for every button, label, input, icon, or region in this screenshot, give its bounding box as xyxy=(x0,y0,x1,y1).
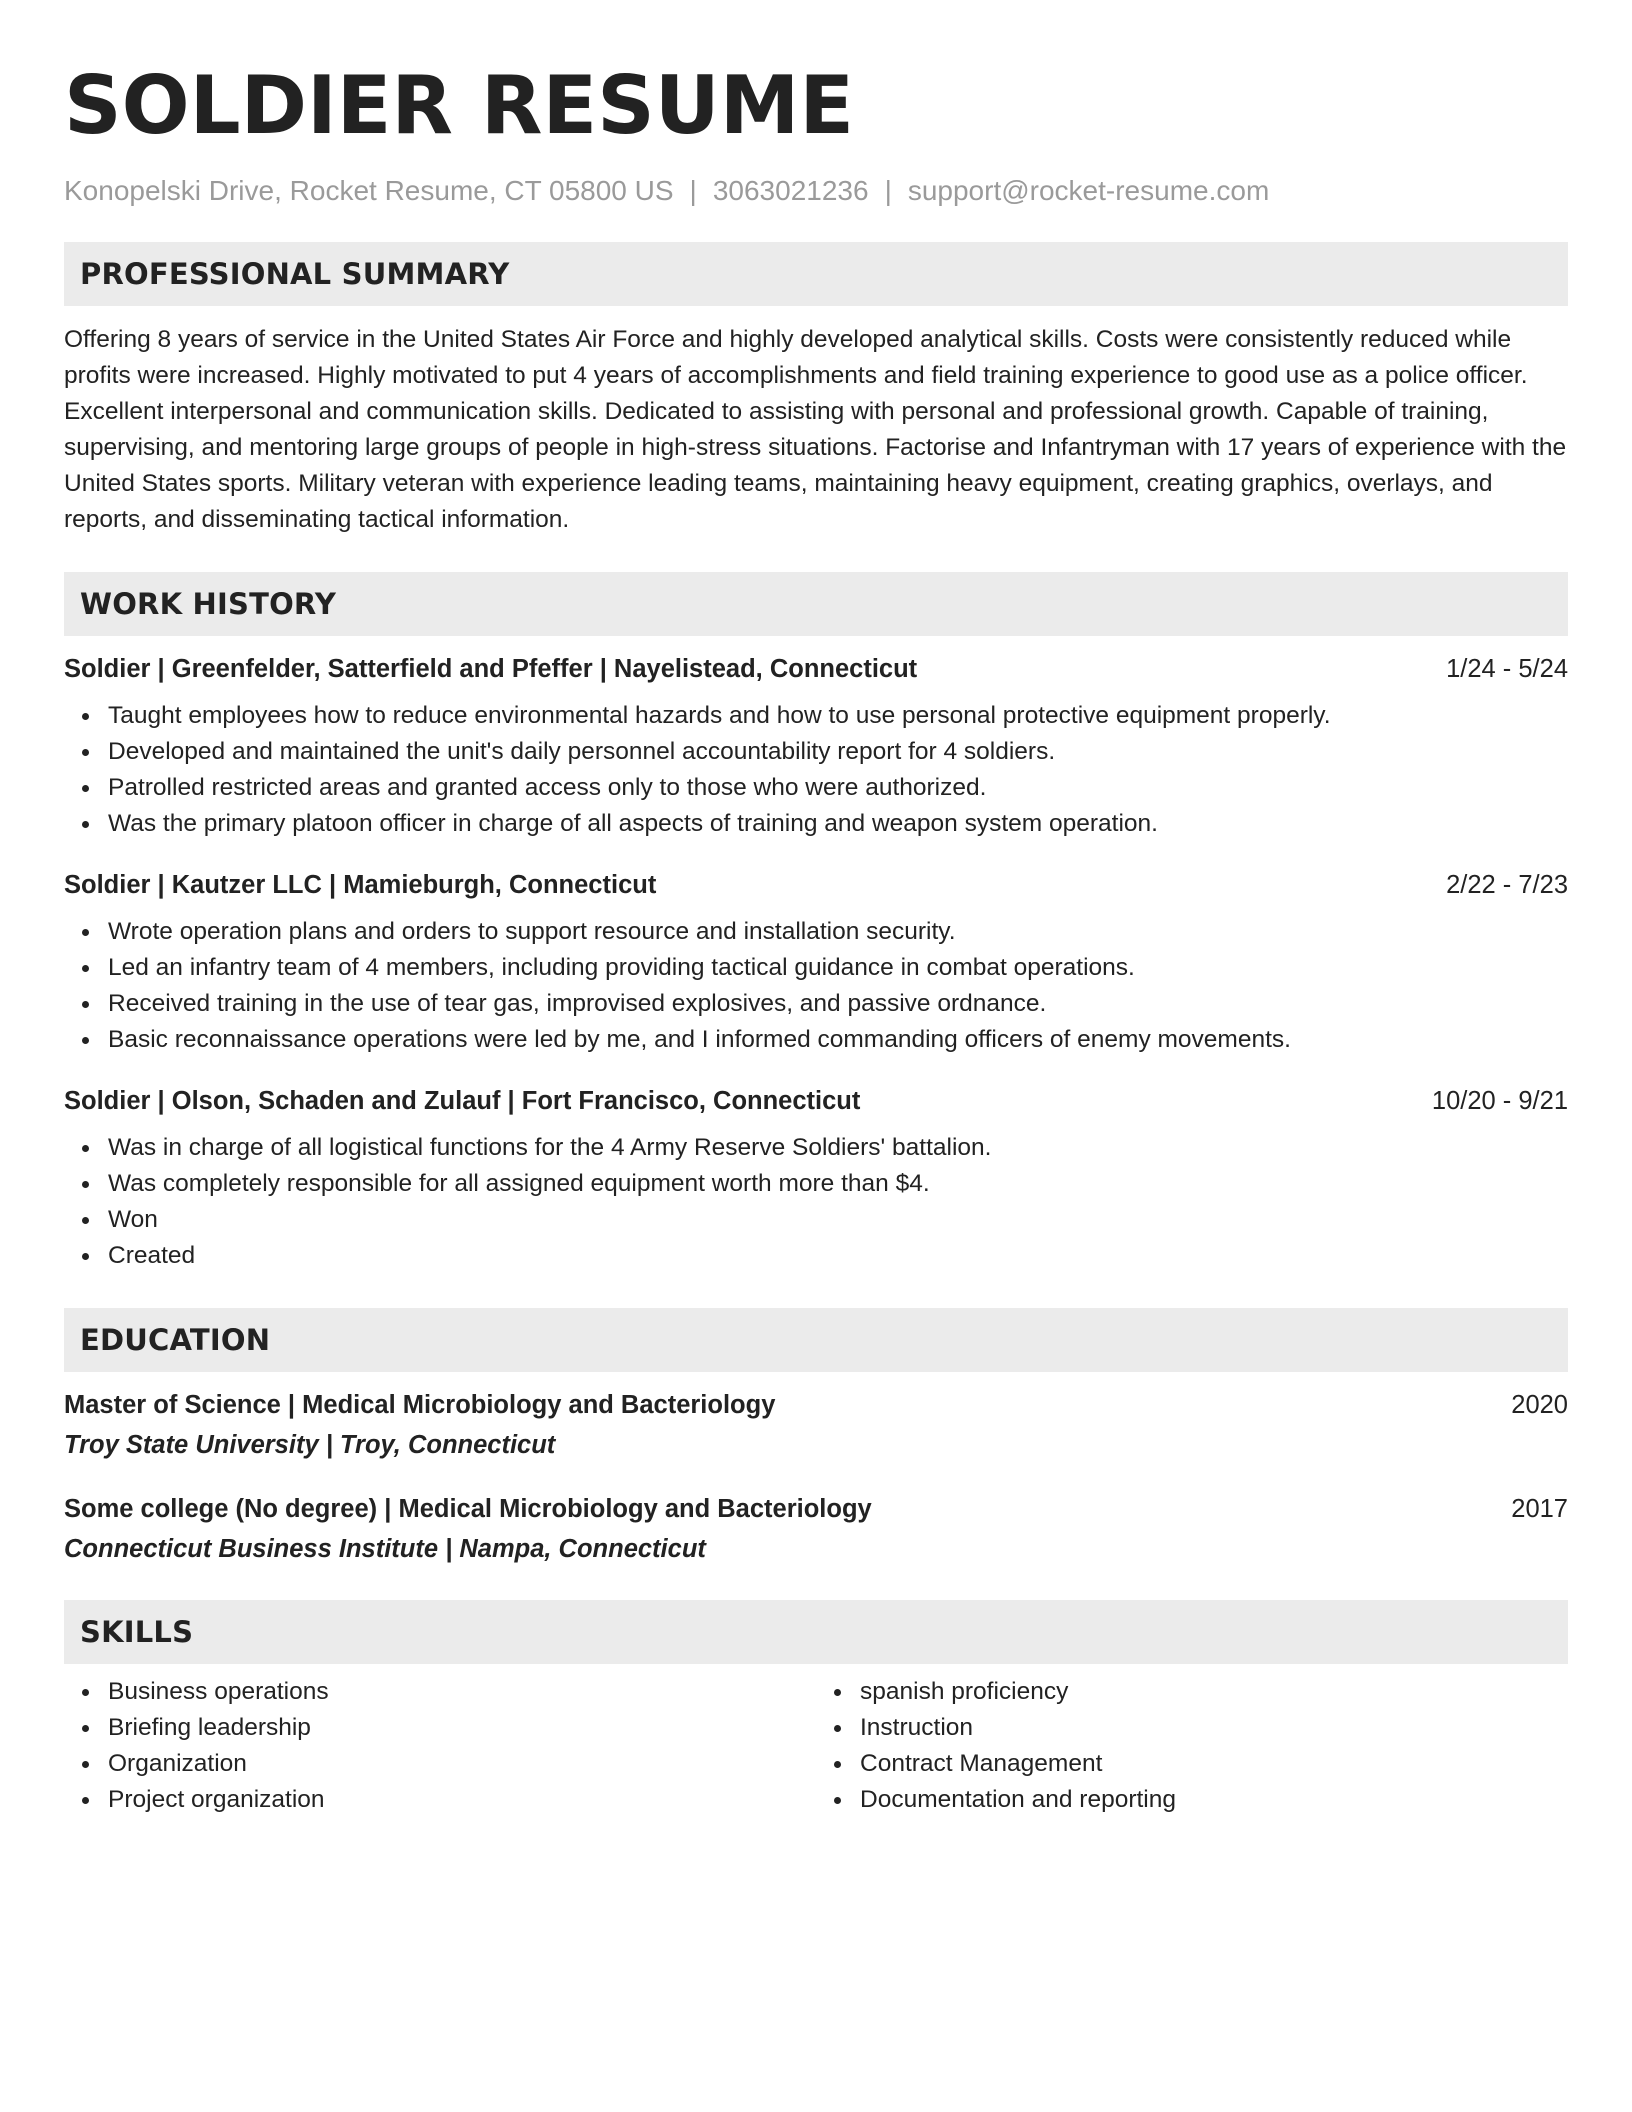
education-header xyxy=(64,1388,1568,1422)
job-bullet: Received training in the use of tear gas, improvised explosives, and passive ordnance. xyxy=(108,986,1568,1022)
education-entry xyxy=(64,1388,1568,1462)
summary-text: Offering 8 years of service in the United States Air Force and highly developed analytical skills. Costs were consistently reduced while profits were increased. Highly motivated to put 4 years of accomplishments and field training experience to good use as a police officer. Excellent interpersonal and communication skills. Dedicated to assisting with personal and professional growth. Capable of training, supervising, and mentoring large groups of people in high-stress situations. Factorise and Infantryman with 17 years of experience with the United States sports. Military veteran with experience leading teams, maintaining heavy equipment, creating graphics, overlays, and reports, and disseminating tactical information. xyxy=(64,326,1567,533)
job-bullet: Led an infantry team of 4 members, including providing tactical guidance in combat operations. xyxy=(108,950,1568,986)
job-title: Soldier | Kautzer LLC | Mamieburgh, Connecticut xyxy=(64,871,657,899)
work-history-section-header: WORK HISTORY xyxy=(64,572,1568,636)
skill-item: Briefing leadership xyxy=(108,1710,816,1746)
job-header xyxy=(64,652,1568,686)
job-bullet: Was completely responsible for all assigned equipment worth more than $4. xyxy=(108,1166,1568,1202)
job-bullet: Was the primary platoon officer in charge of all aspects of training and weapon system operation. xyxy=(108,806,1568,842)
skills-list xyxy=(64,1674,816,1818)
education-year: 2017 xyxy=(1511,1495,1568,1523)
contact-email: support@rocket-resume.com xyxy=(907,175,1270,206)
job-bullet: Patrolled restricted areas and granted access only to those who were authorized. xyxy=(108,770,1568,806)
job-bullet: Was in charge of all logistical functions for the 4 Army Reserve Soldiers' battalion. xyxy=(108,1130,1568,1166)
job-header xyxy=(64,868,1568,902)
education-year: 2020 xyxy=(1511,1391,1568,1419)
job-title: Soldier | Greenfelder, Satterfield and Pfeffer | Nayelistead, Connecticut xyxy=(64,655,918,683)
job-bullets xyxy=(64,914,1568,1058)
skill-item: Documentation and reporting xyxy=(860,1782,1568,1818)
skill-item: spanish proficiency xyxy=(860,1674,1568,1710)
job-bullets xyxy=(64,1130,1568,1274)
contact-line xyxy=(64,174,1568,208)
job-bullet: Basic reconnaissance operations were led by me, and I informed commanding officers of enemy movements. xyxy=(108,1022,1568,1058)
job-bullet: Won xyxy=(108,1202,1568,1238)
contact-separator: | xyxy=(689,175,697,206)
skills-list xyxy=(816,1674,1568,1818)
job-entry xyxy=(64,1084,1568,1274)
job-entry xyxy=(64,652,1568,842)
job-header xyxy=(64,1084,1568,1118)
education-entry xyxy=(64,1492,1568,1566)
education-header xyxy=(64,1492,1568,1526)
summary-section-header: PROFESSIONAL SUMMARY xyxy=(64,242,1568,306)
skill-item: Project organization xyxy=(108,1782,816,1818)
education-school: Connecticut Business Institute | Nampa, Connecticut xyxy=(64,1535,706,1563)
job-bullets xyxy=(64,698,1568,842)
job-dates: 10/20 - 9/21 xyxy=(1431,1087,1568,1115)
education-school: Troy State University | Troy, Connecticut xyxy=(64,1431,556,1459)
skill-item: Organization xyxy=(108,1746,816,1782)
education-degree: Some college (No degree) | Medical Microbiology and Bacteriology xyxy=(64,1495,872,1523)
job-bullet: Wrote operation plans and orders to support resource and installation security. xyxy=(108,914,1568,950)
skills-column-right xyxy=(816,1674,1568,1818)
job-dates: 2/22 - 7/23 xyxy=(1446,871,1568,899)
job-dates: 1/24 - 5/24 xyxy=(1446,655,1568,683)
job-entry xyxy=(64,868,1568,1058)
job-title: Soldier | Olson, Schaden and Zulauf | Fort Francisco, Connecticut xyxy=(64,1087,861,1115)
skill-item: Business operations xyxy=(108,1674,816,1710)
skills-column-left xyxy=(64,1674,816,1818)
skills-grid xyxy=(64,1674,1568,1818)
job-bullet: Taught employees how to reduce environmental hazards and how to use personal protective equipment properly. xyxy=(108,698,1568,734)
skill-item: Contract Management xyxy=(860,1746,1568,1782)
resume-name: SOLDIER RESUME xyxy=(64,59,854,152)
skills-section-header: SKILLS xyxy=(64,1600,1568,1664)
job-bullet: Developed and maintained the unit's daily personnel accountability report for 4 soldiers. xyxy=(108,734,1568,770)
education-section-header: EDUCATION xyxy=(64,1308,1568,1372)
job-bullet: Created xyxy=(108,1238,1568,1274)
contact-phone: 3063021236 xyxy=(712,175,869,206)
education-degree: Master of Science | Medical Microbiology and Bacteriology xyxy=(64,1391,776,1419)
skill-item: Instruction xyxy=(860,1710,1568,1746)
contact-address: Konopelski Drive, Rocket Resume, CT 05800 US xyxy=(64,175,674,206)
contact-separator: | xyxy=(884,175,892,206)
